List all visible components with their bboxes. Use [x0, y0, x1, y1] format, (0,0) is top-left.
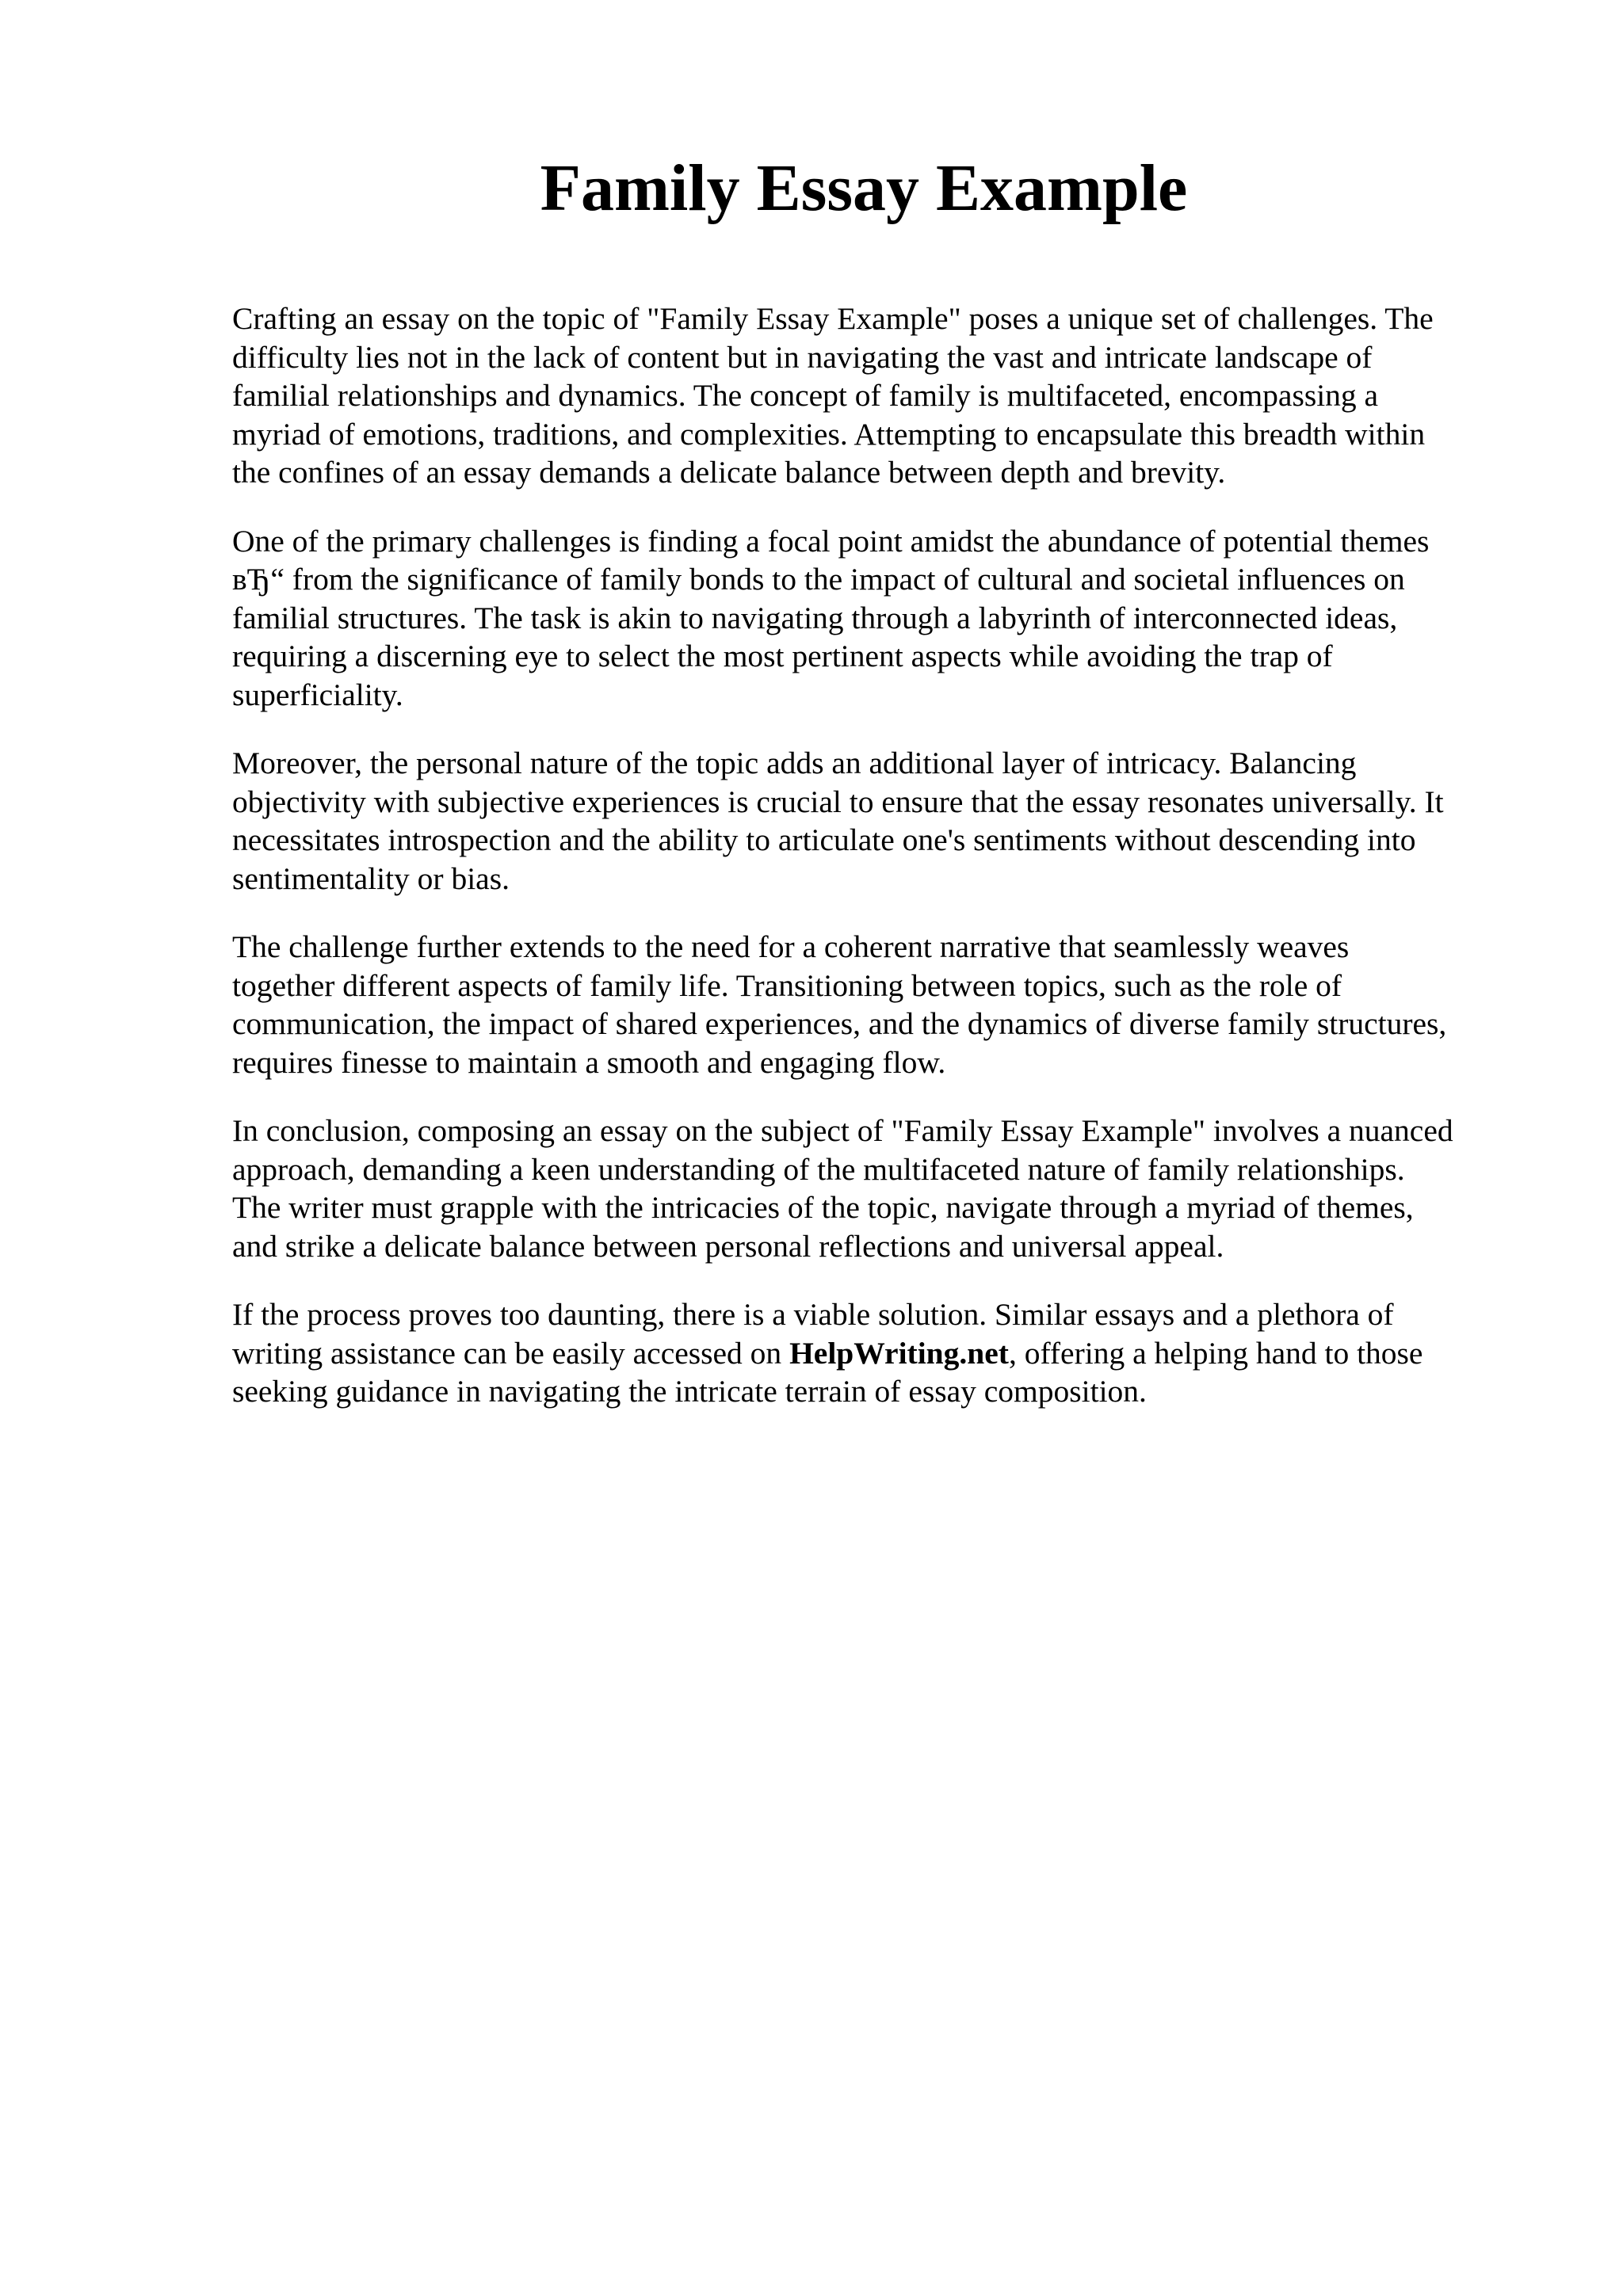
- text-line: familial structures. The task is akin to navigating through a labyrinth of interconnected ideas,: [232, 600, 1398, 635]
- text-line: The challenge further extends to the need for a coherent narrative that seamlessly weaves: [232, 929, 1350, 964]
- document-body: [232, 299, 1532, 1441]
- text-line: the confines of an essay demands a delicate balance between depth and brevity.: [232, 455, 1226, 490]
- paragraph-1: [232, 299, 1532, 492]
- text-line: One of the primary challenges is finding a focal point amidst the abundance of potential themes: [232, 523, 1430, 559]
- paragraph-2: [232, 522, 1532, 715]
- text-line: familial relationships and dynamics. The concept of family is multifaceted, encompassing a: [232, 378, 1379, 413]
- text-line: communication, the impact of shared experiences, and the dynamics of diverse family structures,: [232, 1006, 1447, 1041]
- text-line: and strike a delicate balance between personal reflections and universal appeal.: [232, 1228, 1224, 1264]
- site-name-link[interactable]: HelpWriting.net: [789, 1335, 1009, 1371]
- text-line: seeking guidance in navigating the intricate terrain of essay composition.: [232, 1374, 1147, 1409]
- text-line: In conclusion, composing an essay on the subject of "Family Essay Example" involves a nuanced: [232, 1113, 1453, 1148]
- text-line: [232, 1334, 1532, 1373]
- text-line: myriad of emotions, traditions, and complexities. Attempting to encapsulate this breadth within: [232, 416, 1426, 452]
- document-title: Family Essay Example: [540, 151, 1188, 225]
- text-line: Moreover, the personal nature of the topic adds an additional layer of intricacy. Balancing: [232, 746, 1357, 780]
- text-line: sentimentality or bias.: [232, 860, 510, 896]
- paragraph-6: [232, 1295, 1532, 1411]
- text-line: The writer must grapple with the intricacies of the topic, navigate through a myriad of themes,: [232, 1190, 1414, 1225]
- paragraph-3: [232, 744, 1532, 898]
- text-line: requires finesse to maintain a smooth and engaging flow.: [232, 1044, 946, 1080]
- text-line: вЂ“ from the significance of family bonds to the impact of cultural and societal influences on: [232, 562, 1405, 597]
- text-fragment: writing assistance can be easily accessed on: [232, 1335, 790, 1371]
- text-line: difficulty lies not in the lack of content but in navigating the vast and intricate landscape of: [232, 339, 1373, 375]
- text-line: approach, demanding a keen understanding of the multifaceted nature of family relationships.: [232, 1151, 1405, 1187]
- text-line: requiring a discerning eye to select the most pertinent aspects while avoiding the trap of: [232, 639, 1333, 673]
- text-line: If the process proves too daunting, there is a viable solution. Similar essays and a plethora of: [232, 1297, 1394, 1332]
- text-line: objectivity with subjective experiences is crucial to ensure that the essay resonates universally. It: [232, 784, 1444, 819]
- text-line: Crafting an essay on the topic of "Family Essay Example" poses a unique set of challenges. The: [232, 301, 1434, 336]
- text-line: superficiality.: [232, 677, 403, 712]
- text-fragment: , offering a helping hand to those: [1008, 1335, 1423, 1371]
- paragraph-4: [232, 928, 1532, 1081]
- text-line: necessitates introspection and the ability to articulate one's sentiments without descending into: [232, 822, 1416, 857]
- paragraph-5: [232, 1112, 1532, 1265]
- text-line: together different aspects of family life. Transitioning between topics, such as the role of: [232, 967, 1342, 1003]
